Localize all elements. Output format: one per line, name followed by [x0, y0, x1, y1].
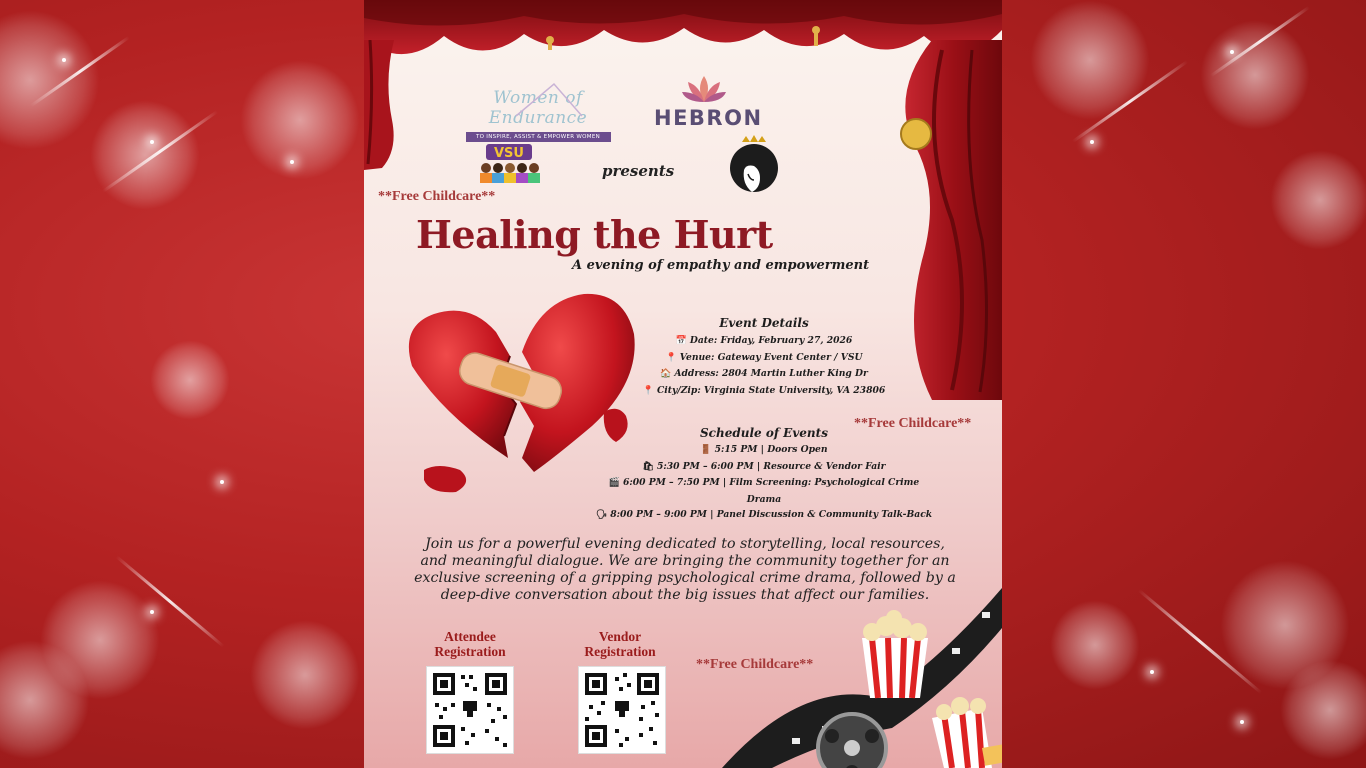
event-details-heading: Event Details	[719, 316, 809, 330]
woe-tagline: TO INSPIRE, ASSIST & EMPOWER WOMEN	[466, 132, 611, 142]
pin-icon: 📍	[665, 352, 677, 363]
sparkle	[1150, 670, 1154, 674]
light-streak	[115, 555, 224, 647]
bokeh-light	[0, 10, 100, 150]
presents-text: presents	[602, 162, 675, 180]
shopping-bags-icon: 🛍	[642, 461, 654, 472]
schedule-item: 🚪 5:15 PM | Doors Open	[700, 444, 828, 455]
sparkle	[1090, 140, 1094, 144]
hebron-logo	[654, 72, 763, 130]
sparkle	[62, 58, 66, 62]
light-streak	[1072, 60, 1188, 143]
free-childcare-label: **Free Childcare**	[854, 416, 972, 431]
bokeh-light	[240, 60, 360, 180]
schedule-of-events	[594, 426, 934, 524]
event-description: Join us for a powerful evening dedicated to storytelling, local resources, and meaningful dialogue. We are bringing the community together for an exclusive screening of a gripping psychological crime drama, followed by a deep-dive conversation about the big issues that affect our families.	[414, 536, 956, 603]
bokeh-light	[1280, 660, 1366, 760]
lotus-icon	[682, 72, 726, 106]
light-streak	[102, 110, 218, 193]
sparkle	[1230, 50, 1234, 54]
event-flyer	[364, 0, 1002, 768]
triangle-icon	[514, 82, 584, 118]
event-city: 📍 City/Zip: Virginia State University, VA 23806	[642, 384, 886, 396]
pin-icon: 📍	[642, 385, 654, 396]
door-icon: 🚪	[700, 445, 712, 455]
sparkle	[150, 140, 154, 144]
bokeh-light	[40, 580, 160, 700]
attendee-registration-label: Attendee Registration	[434, 629, 506, 659]
curtain-left	[364, 40, 404, 170]
film-popcorn-image	[682, 588, 1002, 768]
bokeh-light	[0, 640, 90, 760]
sparkle	[220, 480, 224, 484]
sparkle	[290, 160, 294, 164]
event-details	[579, 316, 949, 399]
hebron-wordmark: HEBRON	[654, 106, 763, 130]
schedule-heading: Schedule of Events	[700, 426, 828, 440]
crowned-woman-logo	[720, 134, 786, 200]
sparkle	[150, 610, 154, 614]
bokeh-light	[90, 100, 200, 210]
free-childcare-label: **Free Childcare**	[378, 189, 496, 204]
bokeh-light	[150, 340, 230, 420]
vendor-registration-label: Vendor Registration	[584, 629, 656, 659]
bokeh-light	[1050, 600, 1140, 690]
light-streak	[30, 36, 130, 107]
light-streak	[1138, 589, 1262, 694]
event-venue: 📍 Venue: Gateway Event Center / VSU	[665, 351, 863, 363]
svg-text:VSU: VSU	[494, 146, 524, 161]
woe-name: Women of Endurance	[488, 88, 588, 128]
house-icon: 🏠	[660, 369, 672, 379]
bokeh-light	[1270, 150, 1366, 250]
calendar-icon: 📅	[675, 336, 687, 346]
event-title: Healing the Hurt	[416, 212, 773, 257]
event-address: 🏠 Address: 2804 Martin Luther King Dr	[660, 368, 868, 379]
schedule-item: 🛍 5:30 PM – 6:00 PM | Resource & Vendor Fair	[642, 460, 886, 472]
vendor-qr-code[interactable]	[578, 666, 666, 754]
vsu-logo	[476, 142, 542, 184]
attendee-qr-code[interactable]	[426, 666, 514, 754]
free-childcare-label: **Free Childcare**	[696, 657, 814, 672]
bokeh-light	[250, 620, 360, 730]
speech-icon: 🗣	[595, 510, 608, 520]
sparkle	[1240, 720, 1244, 724]
schedule-item: 🎬 6:00 PM – 7:50 PM | Film Screening: Psychological Crime Drama	[608, 477, 920, 505]
schedule-item: 🗣 8:00 PM – 9:00 PM | Panel Discussion & Community Talk-Back	[595, 509, 933, 520]
event-date: 📅 Date: Friday, February 27, 2026	[675, 335, 853, 346]
bokeh-light	[1220, 560, 1350, 690]
event-subtitle: A evening of empathy and empowerment	[572, 258, 870, 273]
bokeh-light	[1030, 0, 1150, 120]
women-of-endurance-logo	[456, 88, 620, 142]
light-streak	[1210, 6, 1310, 77]
clapper-icon: 🎬	[608, 478, 620, 488]
bokeh-light	[1200, 20, 1310, 130]
